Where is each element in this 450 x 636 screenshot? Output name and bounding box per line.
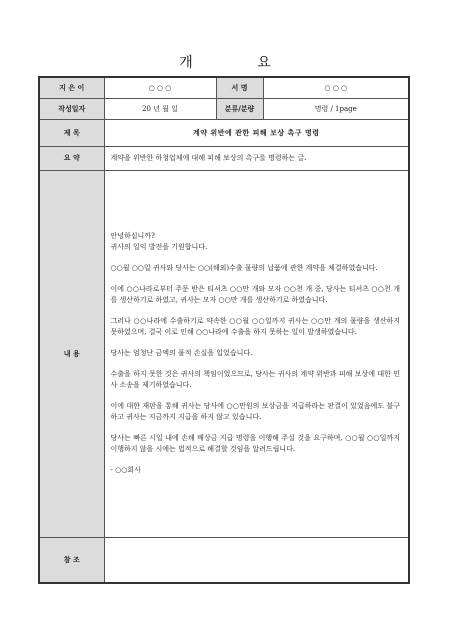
content-paragraph-demand: 당사는 빠른 시일 내에 손해 배상금 지급 명령을 이행해 주실 것을 요구하며, ○○월 ○○일까지 이행하지 않을 시에는 법적으로 해결할 것임을 알려드립니다. [110, 434, 400, 453]
date-value: 20 년 월 일 [104, 98, 216, 119]
content-label: 내 용 [39, 170, 104, 537]
category-value: 명령 / 1page [263, 98, 409, 119]
reference-label: 참 조 [39, 537, 104, 583]
content-paragraph-lawsuit: 수출을 하지 못한 것은 귀사의 책임이었으므로, 당사는 귀사의 계약 위반과 피해 보상에 대한 민사 소송을 제기하였습니다. [110, 370, 400, 389]
content-signature: - ○○회사 [110, 466, 141, 474]
category-label: 분류/분량 [216, 98, 263, 119]
writer-label: 지 은 이 [39, 77, 104, 98]
document-title: 개 요 [179, 55, 301, 71]
summary-form-table [38, 76, 410, 584]
content-paragraph-loss: 당사는 엄청난 금액의 물적 손실을 입었습니다. [110, 349, 253, 357]
content-paragraph-contract: ○○월 ○○일 귀사와 당사는 ○○(해외)수출 물량의 납품에 관한 계약을 체결하였습니다. [110, 264, 378, 272]
name-value: ○ ○ ○ [263, 77, 409, 98]
content-paragraph-judgment: 이에 대한 재판을 통해 귀사는 당사에 ○○만원의 보상금을 지급하라는 판결이 있었음에도 불구하고 귀사는 지금까지 지급을 하지 않고 있습니다. [110, 402, 400, 421]
reference-value [104, 537, 409, 583]
content-paragraph-order: 이에 ○○나라로부터 주문 받은 티셔츠 ○○만 개와 모자 ○○천 개 중, 당사는 티셔츠 ○○천 개를 생산하기로 하였고, 귀사는 모자 ○○만 개를 생산하기로 하였습니다. [110, 285, 400, 304]
summary-value: 계약을 위반한 하청업체에 대해 피해 보상의 촉구를 명령하는 글. [104, 146, 409, 170]
subject-value: 계약 위반에 관한 피해 보상 촉구 명령 [104, 119, 409, 146]
content-paragraph-failure: 그러나 ○○나라에 수출하기로 약속한 ○○월 ○○일까지 귀사는 ○○만 개의 물량을 생산하지 못하였으며, 결국 이로 인해 ○○나라에 수출을 하지 못하는 일이 발생하였습니다. [110, 317, 400, 336]
writer-value: ○ ○ ○ [104, 77, 216, 98]
content-greeting: 안녕하십니까? 귀사의 일익 발전을 기원합니다. [110, 232, 208, 251]
date-label: 작성일자 [39, 98, 104, 119]
content-body [104, 170, 409, 537]
name-label: 서 명 [216, 77, 263, 98]
subject-label: 제 목 [39, 119, 104, 146]
summary-label: 요 약 [39, 146, 104, 170]
